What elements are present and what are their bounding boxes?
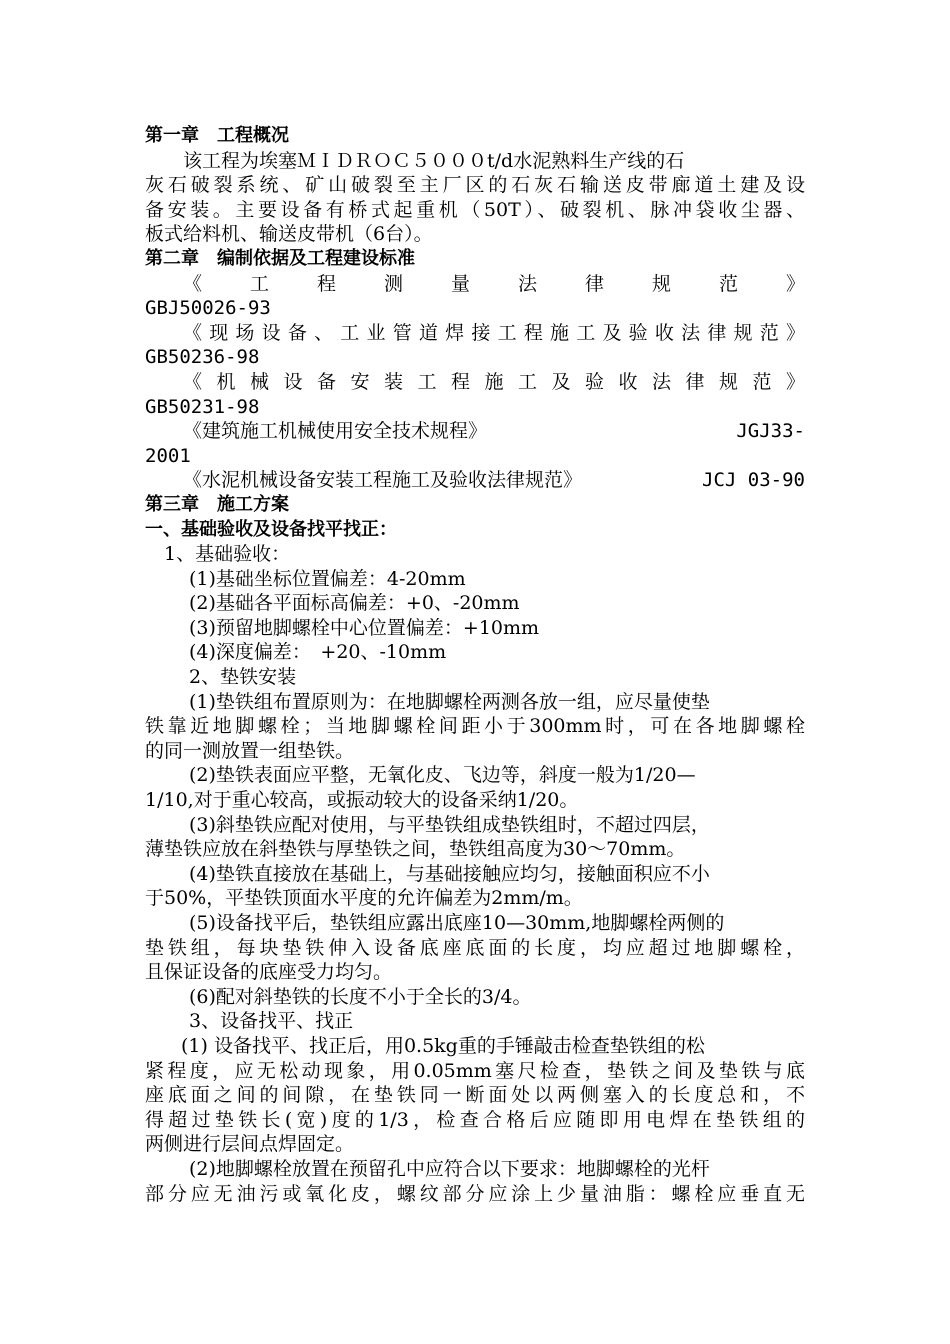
text-line: GB50231-98 — [145, 395, 260, 418]
text-line: 备安装。主要设备有桥式起重机（50T）、破裂机、脉冲袋收尘器、 — [145, 198, 805, 221]
text-line: (3)预留地脚螺栓中心位置偏差：+10mm — [189, 616, 540, 639]
text-line: (2)基础各平面标高偏差：+0、-20mm — [189, 592, 520, 615]
text-line: (4)深度偏差： +20、-10mm — [189, 641, 447, 664]
text-line: 2、垫铁安装 — [189, 666, 297, 689]
text-line: 该工程为埃塞ＭＩＤＲＯＣ５０００t/d水泥熟料生产线的石 — [183, 149, 685, 172]
text-line: 于50%，平垫铁顶面水平度的允许偏差为2mm/m。 — [145, 887, 583, 910]
text-line: (3)斜垫铁应配对使用，与平垫铁组成垫铁组时，不超过四层， — [189, 813, 710, 836]
text-line: (2)地脚螺栓放置在预留孔中应符合以下要求：地脚螺栓的光杆 — [189, 1157, 710, 1180]
text-line: 两侧进行层间点焊固定。 — [145, 1133, 355, 1156]
text-line: 得超过垫铁长(宽)度的1/3，检查合格后应随即用电焊在垫铁组的 — [145, 1108, 805, 1131]
text-line: (5)设备找平后，垫铁组应露出底座10—30mm,地脚螺栓两侧的 — [189, 912, 725, 934]
text-line: 《现场设备、工业管道焊接工程施工及验收法律规范》 — [183, 321, 805, 344]
text-line: 部分应无油污或氧化皮，螺纹部分应涂上少量油脂：螺栓应垂直无 — [145, 1182, 805, 1205]
standard-code: JGJ33- — [736, 420, 805, 443]
text-line — [145, 419, 805, 444]
standard-code: JCJ 03-90 — [702, 469, 805, 492]
section-heading: 一、基础验收及设备找平找正： — [145, 518, 397, 540]
text-line: (1)基础坐标位置偏差：4-20mm — [189, 567, 466, 590]
text-line: 薄垫铁应放在斜垫铁与厚垫铁之间，垫铁组高度为30～70mm。 — [145, 838, 686, 861]
text-line: 《机械设备安装工程施工及验收法律规范》 — [183, 370, 805, 393]
text-line: 板式给料机、输送皮带机（6台）。 — [145, 223, 433, 246]
text-line: 的同一测放置一组垫铁。 — [145, 739, 355, 762]
text-line: 垫铁组，每块垫铁伸入设备底座底面的长度，均应超过地脚螺栓， — [145, 936, 805, 959]
text-line: 1、基础验收： — [164, 543, 291, 566]
text-line: 紧程度，应无松动现象，用0.05mm塞尺检查，垫铁之间及垫铁与底 — [145, 1059, 805, 1082]
text-line — [145, 468, 805, 493]
text-line: (1)垫铁组布置原则为：在地脚螺栓两测各放一组，应尽量使垫 — [189, 690, 710, 713]
text-line: 且保证设备的底座受力均匀。 — [145, 961, 393, 984]
document-page — [145, 124, 805, 1206]
text-line: (1) 设备找平、找正后，用0.5kg重的手锤敲击检查垫铁组的松 — [181, 1034, 705, 1057]
section-heading: 第三章 施工方案 — [145, 493, 289, 515]
text-line: (2)垫铁表面应平整，无氧化皮、飞边等，斜度一般为1/20— — [189, 764, 696, 787]
standard-title: 《水泥机械设备安装工程施工及验收法律规范》 — [183, 469, 583, 492]
section-heading: 第一章 工程概况 — [145, 125, 289, 146]
text-line: 座底面之间的间隙，在垫铁同一断面处以两侧塞入的长度总和，不 — [145, 1084, 805, 1107]
text-line: 《 工 程 测 量 法 律 规 范 》 — [183, 272, 805, 295]
standard-title: 《建筑施工机械使用安全技术规程》 — [183, 420, 488, 443]
text-line: (4)垫铁直接放在基础上，与基础接触应均匀，接触面积应不小 — [189, 862, 710, 885]
text-line: (6)配对斜垫铁的长度不小于全长的3/4。 — [189, 985, 532, 1008]
text-line: 铁靠近地脚螺栓；当地脚螺栓间距小于300mm时，可在各地脚螺栓 — [145, 715, 805, 738]
text-line: GB50236-98 — [145, 346, 260, 369]
text-line: 1/10,对于重心较高，或振动较大的设备采纳1/20。 — [145, 789, 579, 812]
text-line: GBJ50026-93 — [145, 297, 271, 320]
text-line: 灰石破裂系统、矿山破裂至主厂区的石灰石输送皮带廊道土建及设 — [145, 174, 805, 197]
text-line: 2001 — [145, 444, 191, 467]
text-line: 3、设备找平、找正 — [189, 1010, 354, 1033]
section-heading: 第二章 编制依据及工程建设标准 — [145, 247, 415, 269]
